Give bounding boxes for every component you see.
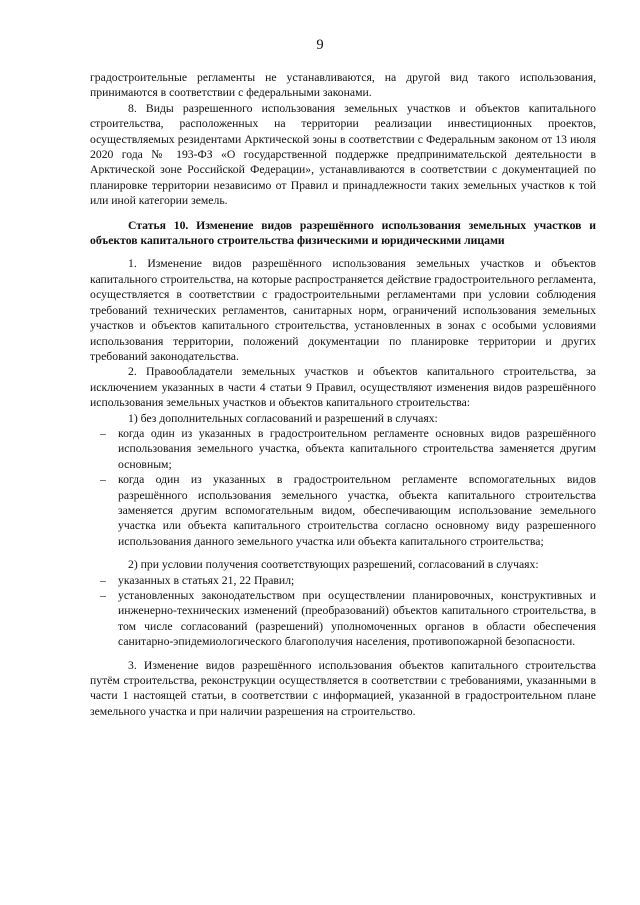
list-item (90, 472, 596, 549)
paragraph: 3. Изменение видов разрешённого использования объектов капитального строительства путём строительства, реконструкции осуществляется в соответствии с требованиями, указанными в части 1 настоящей статьи, в соответствии с информацией, указанной в градостроительном плане земельного участка и при наличии разрешения на строительство. (90, 658, 596, 718)
paragraph: градостроительные регламенты не устанавливаются, на другой вид такого использования, принимаются в соответствии с федеральными законами. (90, 71, 596, 100)
list-item-text: когда один из указанных в градостроительном регламенте вспомогательных видов разрешённого использования земельного участка, объекта капитального строительства заменяется другим вспомогательным видом, обеспечивающим использование земельного участка или объекта капитального строительства согласно основному виду разрешенного использования данного земельного участка или объекта капитального строительства; (118, 473, 596, 548)
article-heading: Статья 10. Изменение видов разрешённого использования земельных участков и объектов капитального строительства физическими и юридическими лицами (90, 218, 596, 248)
dash-bullet: – (100, 573, 106, 587)
list-item (90, 573, 596, 588)
dash-bullet: – (100, 473, 106, 487)
list-item-text: когда один из указанных в градостроительном регламенте основных видов разрешённого использования земельного участка, объекта капитального строительства заменяется другим основным; (118, 426, 596, 471)
list-item (90, 426, 596, 472)
dash-bullet: – (100, 426, 106, 440)
paragraph: 2. Правообладатели земельных участков и объектов капитального строительства, за исключением указанных в части 4 статьи 9 Правил, осуществляют изменения видов разрешённого использования земельных участков и объектов капитального строительства: (90, 365, 596, 410)
dash-bullet: – (100, 589, 106, 602)
paragraph: 1) без дополнительных согласований и разрешений в случаях: (128, 411, 438, 425)
page-number: 9 (316, 37, 324, 53)
list-item-text: установленных законодательством при осуществлении планировочных, конструктивных и инженерно-технических изменений (преобразований) объектов капитального строительства, в том числе согласований (разрешений) уполномоченных органов в области обеспечения санитарно-эпидемиологического благополучия населения, противопожарной безопасности. (118, 589, 596, 649)
paragraph: 1. Изменение видов разрешённого использования земельных участков и объектов капитального строительства, на которые распространяется действие градостроительного регламента, осуществляется в соответствии с градостроительными регламентами при условии соблюдения требований технических регламентов, санитарных норм, ограничений использования земельных участков и объектов капитального строительства, установленных в зонах с особыми условиями использования территории, положений документации по планировке территории и других требований законодательства. (90, 257, 596, 363)
list-item (90, 588, 596, 650)
list-item-text: указанных в статьях 21, 22 Правил; (118, 573, 295, 587)
paragraph: 2) при условии получения соответствующих разрешений, согласований в случаях: (128, 558, 539, 572)
document-body (90, 70, 596, 719)
paragraph: 8. Виды разрешенного использования земельных участков и объектов капитального строительства, расположенных на территории реализации инвестиционных проектов, осуществляемых резидентами Арктической зоны в соответствии с Федеральным законом от 13 июля 2020 года № 193-ФЗ «О государственной поддержке предпринимательской деятельности в Арктической зоне Российской Федерации», устанавливаются в соответствии с документацией по планировке территории независимо от Правил и принадлежности таких земельных участков к той или иной категории земель. (90, 101, 596, 208)
